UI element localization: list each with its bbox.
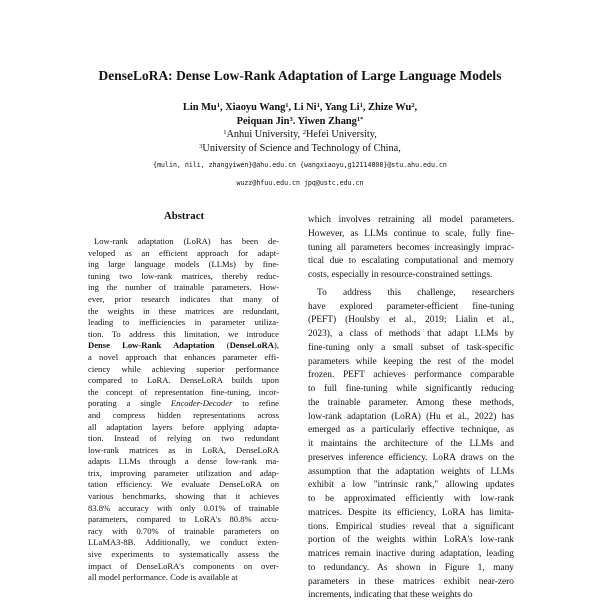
abstract-line xyxy=(88,398,279,410)
author-affiliation-mark: 1 xyxy=(285,102,289,109)
body-line: costs, especially in resource-constrained settings. xyxy=(308,270,493,280)
abstract-line: all model performance. Code is available at xyxy=(88,572,238,583)
author-affiliation-mark: 1 xyxy=(316,102,320,109)
abstract-bold-term: DenseLoRA xyxy=(229,340,274,351)
abstract-line: low-rank matrices as in LoRA, DenseLoRA xyxy=(88,444,279,455)
body-line: to full fine-tuning while significantly reducing xyxy=(308,384,514,394)
body-line: parameters in these matrices exhibit near-zero xyxy=(308,576,514,587)
body-line: However, as LLMs continue to scale, fully fine- xyxy=(308,228,514,239)
author-affiliation-mark: 1 xyxy=(216,102,220,109)
author-separator: , xyxy=(219,102,226,113)
abstract-line: all adaptation layers before applying adapta- xyxy=(88,421,279,432)
body-line: to redundancy. As shown in Figure 1, many xyxy=(308,562,514,573)
abstract-line: LLaMA3-8B. Additionally, we conduct exten- xyxy=(88,537,279,548)
abstract-line: the concept of representation fine-tuning, incor- xyxy=(88,386,279,397)
author-separator: , xyxy=(319,102,325,113)
author-separator: . xyxy=(292,116,298,127)
abstract-text-fragment: ( xyxy=(214,340,230,351)
author-name: Li Ni xyxy=(293,102,317,113)
author-name: Xiaoyu Wang xyxy=(225,102,286,113)
body-line: which involves retraining all model parameters. xyxy=(308,215,514,225)
abstract-line: adapts LLMs through a dense low-rank ma- xyxy=(88,456,279,467)
body-line: it maintains the architecture of the LLMs and xyxy=(308,439,514,449)
body-line: matrices remain inactive during adaptation, leading xyxy=(308,549,514,559)
body-line: the trainable parameter. Among these methods, xyxy=(308,397,514,408)
body-line: low-rank adaptation (LoRA) (Hu et al., 2022) has xyxy=(308,411,514,422)
paper-title: DenseLoRA: Dense Low-Rank Adaptation of Large Language Models xyxy=(98,68,502,83)
author-separator: , xyxy=(414,102,418,113)
author-affiliation-mark: 1 xyxy=(359,102,363,109)
affiliation-mark: 2 xyxy=(302,129,306,136)
author-separator: , xyxy=(288,102,294,113)
affiliation-line-1 xyxy=(0,129,600,140)
body-line: tions. Empirical studies reveal that a significant xyxy=(308,521,514,532)
body-line: fine-tuning only a small subset of task-specific xyxy=(308,342,514,353)
abstract-line: tuning two low-rank matrices, thereby reduc- xyxy=(88,270,279,281)
abstract-line: racy with 0.70% of trainable parameters on xyxy=(88,525,279,536)
abstract-line: tion. Instead of relying on two redundant xyxy=(88,433,279,444)
author-list-line-2 xyxy=(0,116,600,127)
abstract-line: Low-rank adaptation (LoRA) has been de- xyxy=(94,236,279,246)
affiliation-line-2 xyxy=(0,143,600,154)
author-affiliation-mark: 2 xyxy=(411,102,415,109)
abstract-line: parameters, compared to LoRA's 80.8% accu- xyxy=(88,514,279,525)
abstract-line: ever, prior research indicates that many of xyxy=(88,293,279,304)
abstract-line: trix, improving parameter utilization and adap- xyxy=(88,467,279,478)
author-affiliation-mark: 3 xyxy=(289,116,293,123)
abstract-heading: Abstract xyxy=(163,210,205,222)
abstract-line: impact of DenseLoRA's components on over- xyxy=(88,560,279,571)
abstract-text-fragment: porating a single xyxy=(88,398,171,409)
author-separator: , xyxy=(362,102,369,113)
body-line: (PEFT) (Houlsby et al., 2019; Lialin et al., xyxy=(308,315,514,326)
author-emails-line-2: wuzz@hfuu.edu.cn jpq@ustc.edu.cn xyxy=(236,179,364,187)
abstract-line: the weights in these matrices are redundant, xyxy=(88,305,279,316)
abstract-line: a novel approach that enhances parameter effi- xyxy=(88,351,279,362)
author-name: Yang Li xyxy=(324,102,360,113)
body-line: preserves inference efficiency. LoRA draws on the xyxy=(308,452,514,463)
author-name: Lin Mu xyxy=(182,102,217,113)
abstract-line: ing the number of trainable parameters. How- xyxy=(88,282,279,293)
body-line: matrices. Despite its efficiency, LoRA has limita- xyxy=(308,507,514,518)
author-name: Yiwen Zhang xyxy=(297,116,357,127)
affiliation-mark: 1 xyxy=(223,129,227,136)
affiliation-name: Anhui University, xyxy=(226,129,303,140)
abstract-line: 83.8% accuracy with only 0.01% of trainable xyxy=(88,502,279,513)
abstract-line: leading to inefficiencies in parameter utiliza- xyxy=(88,317,279,328)
abstract-text xyxy=(88,236,279,584)
abstract-line: and compress hidden representations across xyxy=(88,409,279,420)
affiliation-name: Hefei University, xyxy=(305,129,377,140)
body-line: exhibit a low "intrinsic rank," allowing updates xyxy=(308,480,514,491)
body-line: emerged as a particularly effective technique, as xyxy=(308,425,514,436)
abstract-bold-term: Dense Low-Rank Adaptation xyxy=(88,340,215,351)
body-line: To address this challenge, researchers xyxy=(317,287,514,298)
body-line: parameters while keeping the rest of the model xyxy=(308,356,514,367)
introduction-text xyxy=(308,214,514,603)
abstract-line: ing large language models (LLMs) by fine- xyxy=(88,259,279,270)
body-line: have explored parameter-efficient fine-tuning xyxy=(308,301,514,312)
body-line: tuning all parameters becomes increasingly imprac- xyxy=(308,242,514,253)
body-line: frozen. PEFT achieves performance comparable xyxy=(308,370,514,381)
abstract-line: sive experiments to systematically assess the xyxy=(88,549,279,560)
body-line: portion of the weights within LoRA's low-rank xyxy=(308,535,514,546)
author-affiliation-mark: 1* xyxy=(356,116,364,123)
abstract-line: ciency while achieving superior performance xyxy=(88,363,279,374)
body-line: tical due to escalating computational and memory xyxy=(308,256,514,267)
author-name: Peiquan Jin xyxy=(236,116,290,127)
abstract-italic-term: Encoder-Decoder xyxy=(170,398,233,409)
abstract-line: various benchmarks, showing that it achieves xyxy=(88,491,279,502)
author-emails-line-1: {mulin, nili, zhangyiwen}@ahu.edu.cn {wangxiaoyu,g12114008}@stu.ahu.edu.cn xyxy=(153,161,447,169)
author-name: Zhize Wu xyxy=(368,102,412,113)
abstract-text-fragment: ), xyxy=(273,340,279,351)
abstract-line: tion. To address this limitation, we introduce xyxy=(88,328,279,339)
body-line: 2023), a class of methods that adapt LLMs by xyxy=(308,329,514,339)
affiliation-name: University of Science and Technology of China, xyxy=(202,143,401,154)
abstract-line: compared to LoRA. DenseLoRA builds upon xyxy=(88,375,279,386)
abstract-line xyxy=(88,340,279,352)
affiliation-mark: 3 xyxy=(199,143,203,150)
author-list-line-1 xyxy=(0,102,600,113)
body-line: increments, indicating that these weights do xyxy=(308,590,473,601)
body-line: to be approximated efficiently with low-rank xyxy=(308,494,514,504)
abstract-line: veloped as an efficient approach for adapt- xyxy=(88,247,279,258)
abstract-text-fragment: to refine xyxy=(232,398,279,409)
abstract-line: tation efficiency. We evaluate DenseLoRA on xyxy=(88,479,279,490)
body-line: assumption that the adaptation weights of LLMs xyxy=(308,466,514,477)
